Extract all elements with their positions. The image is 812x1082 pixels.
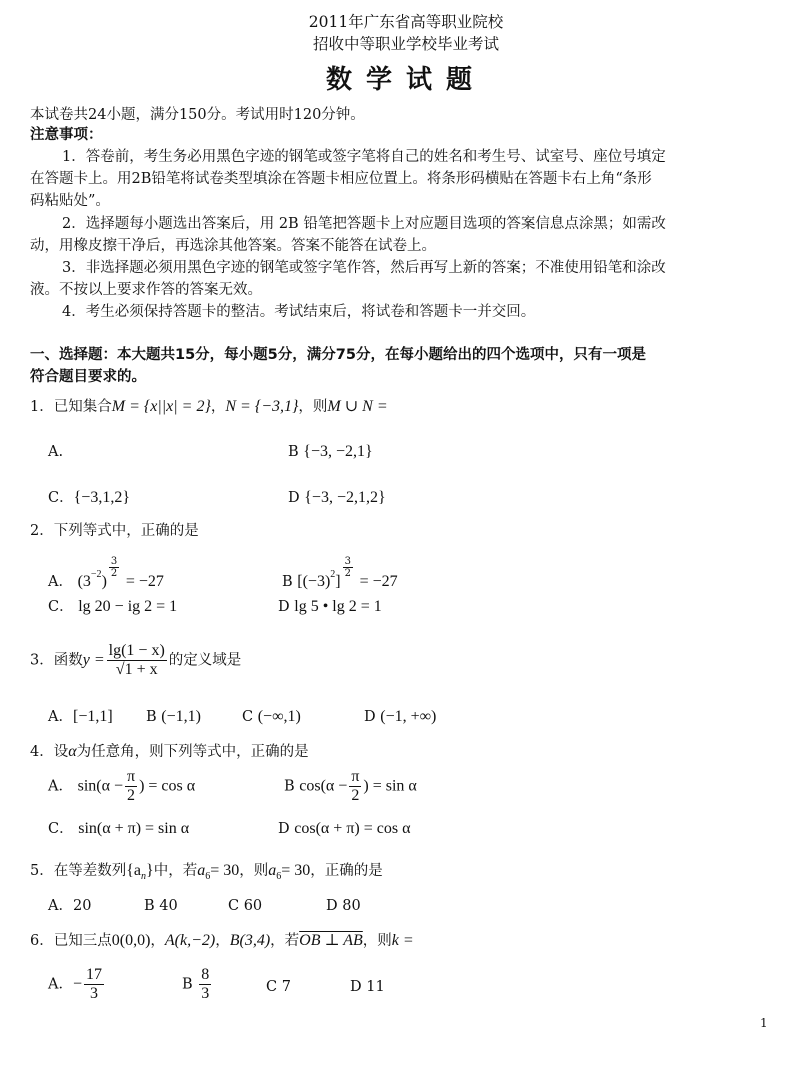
q6-condition: OB ⊥ AB [299,932,363,949]
q4-alpha: α [68,743,77,760]
q5-option-d: D 80 [326,898,361,914]
q3-option-c-value: (−∞,1) [257,708,301,725]
q6-ask: k = [391,932,414,949]
q2-a-base: (3 [77,573,91,590]
question-1-stem [30,397,388,417]
q2-a-exp-den: 2 [110,568,118,579]
note-1-line-2: 在答题卡上。用2B铅笔将试卷类型填涂在答题卡相应位置上。将条形码横贴在答题卡右上角“条形 [30,171,652,187]
page-title: 数学试题 [325,65,486,95]
question-4-stem [30,742,309,762]
q3-stem-post: 的定义域是 [168,652,242,669]
q4-a-post: ) = cos α [139,777,196,795]
q2-option-d [278,596,382,618]
q6-b-den: 3 [201,985,210,1002]
q3-option-a [48,706,113,728]
q1-ask: M ∪ N = [327,398,388,415]
q3-option-c [242,706,301,728]
header-line-1: 2011年广东省高等职业院校 [308,13,504,31]
q5-cond-1-sub: 6 [205,871,211,882]
q1-option-d-value: {−3, −2,1,2} [304,489,386,506]
section-1-line-2: 符合题目要求的。 [30,369,146,385]
q5-stem-mid2: ，则 [239,863,269,879]
note-3-line-2: 液。不按以上要求作答的答案无效。 [30,282,262,298]
q2-b-close: ] [335,573,341,590]
q6-option-b [182,966,213,1003]
q1-option-b-value: {−3, −2,1} [303,443,373,460]
notes-heading: 注意事项： [30,127,103,143]
q4-option-a-label: A． [48,778,73,795]
q2-option-a-label: A． [48,574,73,590]
q4-a-fraction [125,768,137,805]
q4-stem-post: 为任意角，则下列等式中，正确的是 [76,744,309,760]
q2-option-c [48,596,177,618]
q4-option-d-value: cos(α + π) = cos α [294,820,411,837]
question-6-stem [30,930,414,952]
question-2-stem: 2．下列等式中，正确的是 [30,523,199,539]
header-line-2: 招收中等职业学校毕业考试 [312,35,499,53]
q2-option-b-label: B [282,574,293,590]
q6-option-d: D 11 [350,979,385,995]
q2-b-exp-den: 2 [344,568,351,579]
q6-option-c: C 7 [266,979,291,995]
q6-option-a [48,966,106,1003]
q6-point-a: A(k,−2) [164,932,216,949]
note-2-line-2: 动，用橡皮擦干净后，再选涂其他答案。答案不能答在试卷上。 [30,238,436,254]
q6-point-o: 0(0,0) [111,932,151,949]
section-1-line-1: 一、选择题：本大题共15分，每小题5分，满分75分，在每小题给出的四个选项中，只有一项是 [30,347,646,363]
question-5-stem [30,860,383,888]
q2-option-d-value: lg 5 • lg 2 = 1 [294,598,382,615]
q1-option-b-label: B [288,444,299,460]
q5-stem-mid: 中，若 [153,863,198,879]
q2-a-outer-exp [109,556,119,579]
q6-b-num: 8 [201,966,210,983]
page-number: 1 [760,1016,768,1030]
q6-stem-pre: 6．已知三点 [30,933,112,949]
q2-a-rhs: = −27 [125,573,164,590]
q6-point-b: B(3,4) [229,932,271,949]
q1-option-d-label: D [288,490,300,506]
q1-option-c-label: C． [48,490,74,506]
q5-seq-close: } [146,862,154,879]
q5-stem-post: ，正确的是 [310,863,383,879]
q4-option-d-label: D [278,821,290,837]
q1-sep: ， [210,399,226,415]
q3-option-b [146,706,201,728]
q3-numerator: lg(1 − x) [108,642,165,659]
q2-a-exp-num: 3 [110,556,118,567]
q4-b-post: ) = sin α [363,777,417,795]
q4-option-b [284,768,417,805]
q3-y: y = [82,651,105,669]
q4-b-pre: cos(α − [299,777,348,795]
q6-a-den: 3 [90,985,99,1002]
q5-seq-sub: n [141,871,147,882]
q5-seq: {a [126,862,142,879]
q2-option-c-value: lg 20 − ig 2 = 1 [78,598,178,615]
q1-set-m: M = {x||x| = 2} [111,398,211,415]
q3-stem-pre: 3．函数 [30,652,83,669]
q2-b-inner-exp: 2 [330,569,336,580]
q1-option-a: A. [48,444,64,460]
q4-option-b-label: B [284,778,295,795]
q4-a-den: 2 [127,787,136,804]
q6-sep-3: ，若 [270,933,300,949]
q2-b-exp-num: 3 [344,556,351,567]
q1-option-c-value: {−3,1,2} [73,489,130,506]
q5-stem-pre: 5．在等差数列 [30,863,127,879]
note-2-line-1: 2．选择题每小题选出答案后，用 2B 铅笔把答题卡上对应题目选项的答案信息点涂黑；如需改 [62,216,666,232]
q4-b-num: π [351,768,360,785]
q6-sep-4: ，则 [362,933,392,949]
q4-option-c-label: C． [48,821,74,837]
q5-option-b: B 40 [144,898,178,914]
q2-option-b [282,556,398,593]
q6-option-a-fraction [84,966,104,1003]
q4-option-a [48,768,195,805]
q6-option-a-sign: − [72,975,83,993]
q5-cond-1-rhs: = 30 [210,862,240,879]
q4-b-fraction [349,768,361,805]
q3-denominator: √1 + x [115,661,158,678]
q2-option-c-label: C． [48,599,74,615]
q1-option-b [288,441,373,463]
q4-option-d [278,818,410,840]
q4-stem-pre: 4．设 [30,744,69,760]
intro-text: 本试卷共24小题，满分150分。考试用时120分钟。 [30,107,365,123]
question-3-stem [30,642,241,679]
q2-b-rhs: = −27 [359,573,398,590]
q5-option-c: C 60 [228,898,263,914]
q6-option-a-label: A． [48,976,73,993]
q3-option-d [364,706,436,728]
q2-option-d-label: D [278,599,290,615]
q2-option-a [48,556,164,593]
q4-a-pre: sin(α − [77,777,123,795]
q5-cond-2-rhs: = 30 [281,862,311,879]
q5-option-a: A．20 [48,898,92,914]
q1-option-c [48,487,130,509]
q2-a-inner-exp: −2 [90,569,102,580]
q3-option-b-label: B [146,709,157,725]
q2-a-close: ) [101,573,107,590]
q3-fraction [107,642,167,679]
q3-option-c-label: C [242,709,254,725]
note-4: 4．考生必须保持答题卡的整洁。考试结束后，将试卷和答题卡一并交回。 [62,304,536,320]
q3-option-d-value: (−1, +∞) [380,708,437,725]
q4-b-den: 2 [351,787,360,804]
q3-option-a-label: A． [48,709,73,725]
q4-option-c-value: sin(α + π) = sin α [78,820,190,837]
note-1-line-1: 1．答卷前，考生务必用黑色字迹的钢笔或签字笔将自己的姓名和考生号、试室号、座位号填定 [62,149,666,165]
q5-cond-1: a [197,862,206,879]
q6-a-num: 17 [86,966,103,983]
q3-option-d-label: D [364,709,376,725]
q3-option-b-value: (−1,1) [161,708,201,725]
q5-cond-2-sub: 6 [276,871,282,882]
q2-b-outer-exp [343,556,353,579]
q6-sep-1: ， [150,933,165,949]
q1-stem-post: ，则 [298,399,328,415]
q6-option-b-fraction [199,966,211,1003]
q6-option-b-label: B [182,976,193,993]
note-3-line-1: 3．非选择题必须用黑色字迹的钢笔或签字笔作答，然后再写上新的答案；不准使用铅笔和涂改 [62,260,666,276]
note-1-line-3: 码粘贴处”。 [30,193,110,209]
q4-a-num: π [127,768,136,785]
q1-set-n: N = {−3,1} [225,398,299,415]
q2-b-base: [(−3) [297,573,331,590]
q5-cond-2: a [268,862,277,879]
q6-sep-2: ， [215,933,230,949]
q1-stem-pre: 1．已知集合 [30,399,112,415]
q1-option-d [288,487,386,509]
q4-option-c [48,818,189,840]
q3-option-a-value: [−1,1] [72,708,113,725]
